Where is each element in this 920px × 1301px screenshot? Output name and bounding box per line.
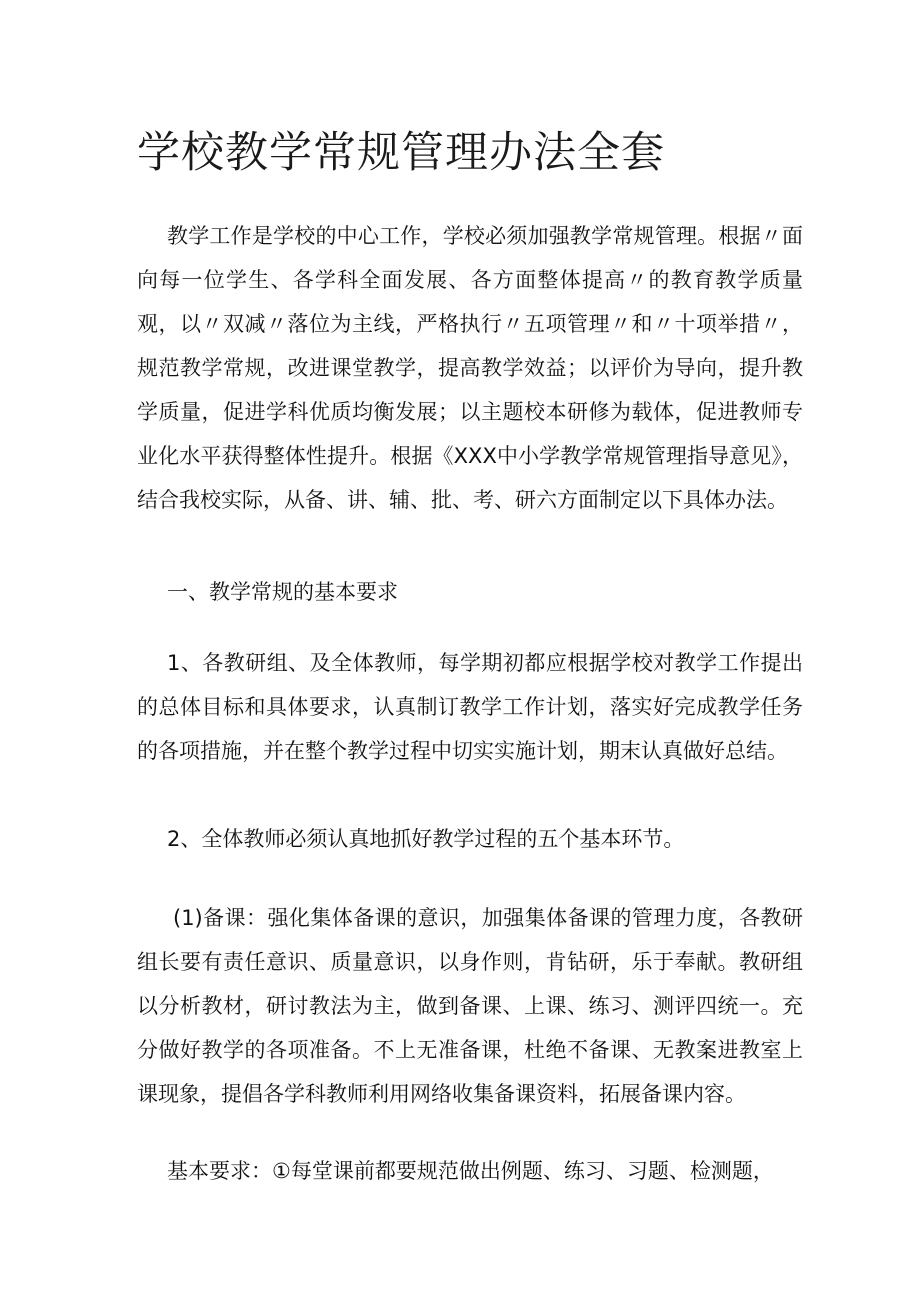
intro-paragraph: 教学工作是学校的中心工作，学校必须加强教学常规管理。根据〃面向每一位学生、各学科全面发展、各方面整体提高〃的教育教学质量观，以〃双减〃落位为主线，严格执行〃五项管理〃和〃十项举措〃，规范教学常规，改进课堂教学，提高教学效益；以评价为导向，提升教学质量，促进学科优质均衡发展；以主题校本研修为载体，促进教师专业化水平获得整体性提升。根据《XXX中小学教学常规管理指导意见》，结合我校实际，从备、讲、辅、批、考、研六方面制定以下具体办法。: [137, 224, 803, 512]
basic-requirements-paragraph: 基本要求：①每堂课前都要规范做出例题、练习、习题、检测题，: [167, 1159, 774, 1183]
page-title: 学校教学常规管理办法全套: [137, 128, 665, 178]
section-heading: 一、教学常规的基本要求: [167, 580, 398, 604]
item-1-paragraph: 1、各教研组、及全体教师，每学期初都应根据学校对教学工作提出的总体目标和具体要求，认真制订教学工作计划，落实好完成教学任务的各项措施，并在整个教学过程中切实实施计划，期末认真做好总结。: [137, 651, 803, 763]
item-2-paragraph: 2、全体教师必须认真地抓好教学过程的五个基本环节。: [167, 827, 685, 851]
lesson-prep-paragraph: (1)备课：强化集体备课的意识，加强集体备课的管理力度，各教研组长要有责任意识、质量意识，以身作则，肯钻研，乐于奉献。教研组以分析教材，研讨教法为主，做到备课、上课、练习、测评四统一。充分做好教学的各项准备。不上无准备课，杜绝不备课、无教案进教室上课现象，提倡各学科教师利用网络收集备课资料，拓展备课内容。: [137, 906, 803, 1106]
